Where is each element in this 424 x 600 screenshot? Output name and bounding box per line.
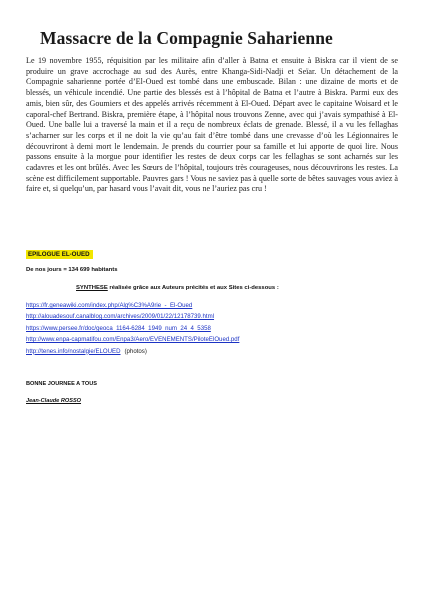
list-item — [26, 334, 239, 345]
link-note: (photos) — [124, 347, 147, 355]
source-link[interactable]: https://fr.geneawiki.com/index.php/Alg%C3%A9rie_-_El-Oued — [26, 302, 193, 309]
story-paragraph: Le 19 novembre 1955, réquisition par les militaire afin d’aller à Batna et ensuite à Biskra car il vient de se produire un grave accrochage au sud des Aurès, entre Khanga-Sidi-Nadji et Seïar. Un détachement de la Compagnie saharienne portée d’El-Oued est tombé dans une embuscade. Bilan : une dizaine de morts et de blessés, un véhicule incendié. Une partie des blessés est à l’hôpital de Batna et l’autre à Biskra. Parmi eux des amis, bien sûr, des Goumiers et des appelés arrivés récemment à El-Oued. Départ avec le capitaine Woisard et le caporal-chef Bertrand. Biskra, première étape, à l’hôpital nous trouvons Zenne, avec qui j’avais sympathisé à El-Oued. Une balle lui a traversé la main et il a reçu de nombreux éclats de grenade. Blessé, il a vu les fellaghas s’acharner sur les corps et il ne doit la vie qu’au fait d’être tombé dans une crevasse d’où les Légionnaires le découvriront à demi mort le lendemain. Je prends du courrier pour sa famille et lui apporte de quoi lire. Nous passons ensuite à la morgue pour identifier les restes de deux corps car les fellaghas se sont acharnés sur les cadavres et les ont brûlés. Avec les Sœurs de l’hôpital, toujours très courageuses, nous découvrirons les restes. La scène est difficilement supportable. Pauvres gars ! Vous ne saviez pas à quelle sorte de bêtes sauvages vous aviez à faire et, si quelqu’un, par hasard vous l’avait dit, vous ne l’auriez pas cru ! — [26, 56, 398, 194]
list-item — [26, 346, 239, 357]
story-text — [26, 56, 398, 195]
source-links — [26, 300, 239, 357]
synthese-word: SYNTHESE — [76, 285, 108, 291]
population-line: De nos jours = 134 699 habitants — [26, 267, 118, 273]
list-item — [26, 311, 239, 322]
closing-greeting: BONNE JOURNEE A TOUS — [26, 381, 97, 387]
source-link[interactable]: http://www.enpa-capmatifou.com/Enpa3/Aero/EVENEMENTS/PiloteElOued.pdf — [26, 336, 240, 344]
source-link[interactable]: https://www.persee.fr/doc/geoca_1164-6284_1949_num_24_4_5358 — [26, 324, 211, 332]
list-item — [26, 300, 239, 311]
list-item — [26, 323, 239, 334]
synthese-heading — [76, 285, 279, 291]
page-title: Massacre de la Compagnie Saharienne — [40, 28, 333, 48]
synthese-rest: réalisée grâce aux Auteurs précités et aux Sites ci-dessous : — [107, 285, 279, 291]
source-link[interactable]: http://alouadesouf.canalblog.com/archives/2009/01/22/12178739.html — [26, 313, 215, 321]
epilogue-label: EPILOGUE EL-OUED — [26, 250, 93, 259]
source-link[interactable]: http://tenes.info/nostalgie/ELOUED — [26, 347, 121, 355]
author-signature: Jean-Claude ROSSO — [26, 398, 82, 404]
